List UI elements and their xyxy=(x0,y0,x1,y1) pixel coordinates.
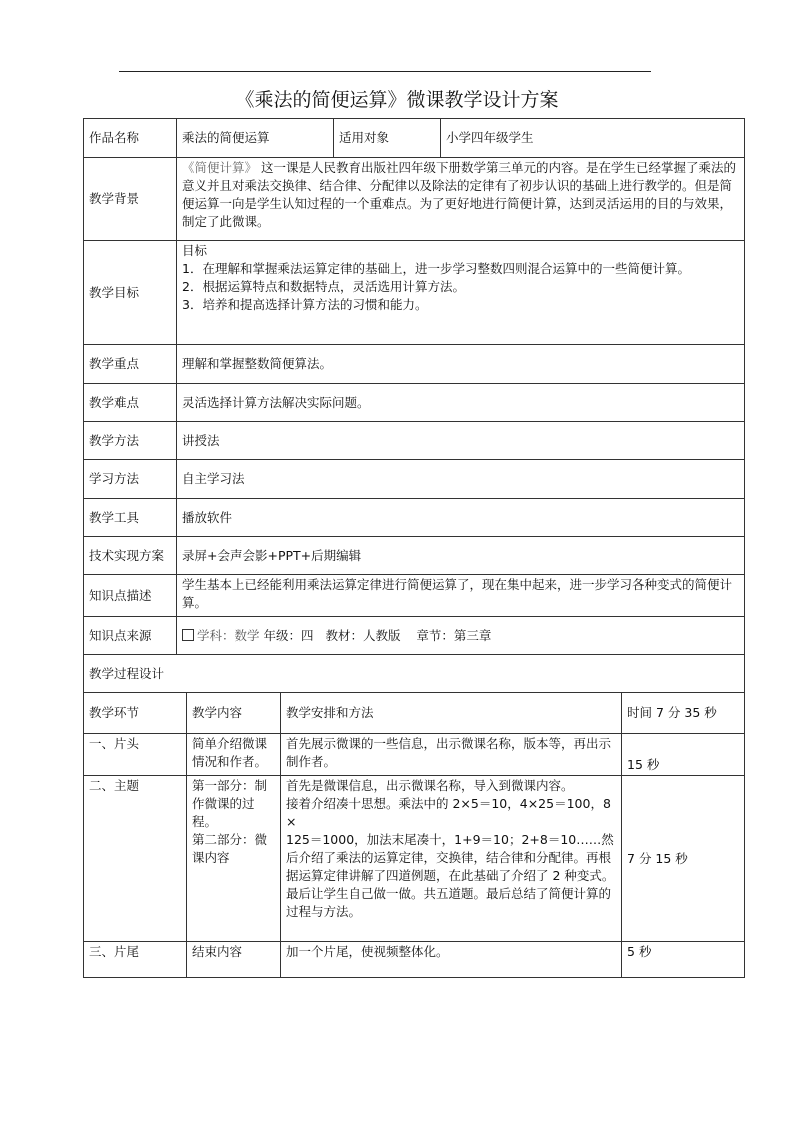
process-row-intro xyxy=(84,734,745,776)
arrangement-line: 接着介绍凑十思想。乘法中的 2×5＝10，4×25＝100，8× xyxy=(286,796,611,829)
stage-cell: 一、片头 xyxy=(84,734,187,776)
header-content: 教学内容 xyxy=(187,693,281,734)
tools-value: 播放软件 xyxy=(177,499,745,537)
background-text: 这一课是人民教育出版社四年级下册数学第三单元的内容。是在学生已经掌握了乘法的意义并且对乘法交换律、结合律、分配律以及除法的定律有了初步认识的基础上进行教学的。但是简便运算一向是学生认知过程的一个重难点。为了更好地进行简便计算，达到灵活运用的目的与效果，制定了此微课。 xyxy=(182,160,736,229)
tech-value: 录屏+会声会影+PPT+后期编辑 xyxy=(177,537,745,575)
arrangement-line: 125＝1000，加法末尾凑十，1+9＝10；2+8＝10……然后介绍了乘法的运算定律，交换律，结合律和分配律。再根据运算定律讲解了四道例题，在此基础了介绍了 2 种变式。最后让学生自己做一做。共五道题。最后总结了简便计算的过程与方法。 xyxy=(286,832,615,919)
process-section-title: 教学过程设计 xyxy=(84,655,745,693)
method-label: 教学方法 xyxy=(84,422,177,460)
content-cell: 结束内容 xyxy=(187,942,281,978)
header-arrangement: 教学安排和方法 xyxy=(281,693,622,734)
row-process-title xyxy=(84,655,745,693)
background-quote: 《简便计算》 xyxy=(182,160,258,175)
row-tech xyxy=(84,537,745,575)
stage-cell: 二、主题 xyxy=(84,776,187,942)
source-subject-label: 学科： xyxy=(197,627,235,643)
arrangement-cell xyxy=(281,776,622,942)
process-row-outro xyxy=(84,942,745,978)
source-cell xyxy=(177,617,745,655)
row-learning xyxy=(84,460,745,499)
content-cell xyxy=(187,776,281,942)
row-background xyxy=(84,158,745,241)
arrangement-cell: 首先展示微课的一些信息，出示微课名称，版本等，再出示制作者。 xyxy=(281,734,622,776)
content-part-2: 第二部分：微课内容 xyxy=(192,832,268,865)
background-cell xyxy=(177,158,745,241)
source-subject: 数学 xyxy=(234,627,260,643)
work-name-value: 乘法的简便运算 xyxy=(177,119,334,158)
process-row-main xyxy=(84,776,745,942)
row-tools xyxy=(84,499,745,537)
audience-value: 小学四年级学生 xyxy=(441,119,745,158)
lesson-design-table xyxy=(83,118,745,978)
header-time: 时间 7 分 35 秒 xyxy=(622,693,745,734)
content-part-1: 第一部分：制作微课的过程。 xyxy=(192,778,268,829)
row-work-name xyxy=(84,119,745,158)
time-cell: 5 秒 xyxy=(622,942,745,978)
row-knowledge xyxy=(84,575,745,617)
difficulties-value: 灵活选择计算方法解决实际问题。 xyxy=(177,384,745,422)
content-cell: 简单介绍微课情况和作者。 xyxy=(187,734,281,776)
knowledge-value: 学生基本上已经能利用乘法运算定律进行简便运算了，现在集中起来，进一步学习各种变式的简便计算。 xyxy=(177,575,745,617)
source-grade: 年级：四 xyxy=(263,627,314,643)
time-cell: 15 秒 xyxy=(622,734,745,776)
row-process-header xyxy=(84,693,745,734)
row-source xyxy=(84,617,745,655)
time-cell: 7 分 15 秒 xyxy=(622,776,745,942)
row-goals xyxy=(84,241,745,345)
background-label: 教学背景 xyxy=(84,158,177,241)
page-title: 《乘法的简便运算》微课教学设计方案 xyxy=(235,89,559,111)
goals-cell xyxy=(177,241,745,345)
source-textbook: 教材：人教版 xyxy=(325,627,401,643)
goal-item: 1．在理解和掌握乘法运算定律的基础上，进一步学习整数四则混合运算中的一些简便计算。 xyxy=(182,261,690,276)
row-difficulties xyxy=(84,384,745,422)
row-key-points xyxy=(84,345,745,384)
goals-heading: 目标 xyxy=(182,243,208,258)
tech-label: 技术实现方案 xyxy=(84,537,177,575)
goals-label: 教学目标 xyxy=(84,241,177,345)
source-chapter: 章节：第三章 xyxy=(416,627,492,643)
knowledge-label: 知识点描述 xyxy=(84,575,177,617)
stage-cell: 三、片尾 xyxy=(84,942,187,978)
arrangement-line: 首先是微课信息，出示微课名称，导入到微课内容。 xyxy=(286,778,574,793)
learning-value: 自主学习法 xyxy=(177,460,745,499)
header-rule xyxy=(119,71,651,72)
goal-item: 3．培养和提高选择计算方法的习惯和能力。 xyxy=(182,297,428,312)
goal-item: 2．根据运算特点和数据特点，灵活选用计算方法。 xyxy=(182,279,465,294)
method-value: 讲授法 xyxy=(177,422,745,460)
audience-label: 适用对象 xyxy=(334,119,441,158)
work-name-label: 作品名称 xyxy=(84,119,177,158)
learning-label: 学习方法 xyxy=(84,460,177,499)
header-stage: 教学环节 xyxy=(84,693,187,734)
key-points-label: 教学重点 xyxy=(84,345,177,384)
row-method xyxy=(84,422,745,460)
key-points-value: 理解和掌握整数简便算法。 xyxy=(177,345,745,384)
arrangement-cell: 加一个片尾，使视频整体化。 xyxy=(281,942,622,978)
source-label: 知识点来源 xyxy=(84,617,177,655)
difficulties-label: 教学难点 xyxy=(84,384,177,422)
tools-label: 教学工具 xyxy=(84,499,177,537)
checkbox-icon xyxy=(182,629,194,641)
